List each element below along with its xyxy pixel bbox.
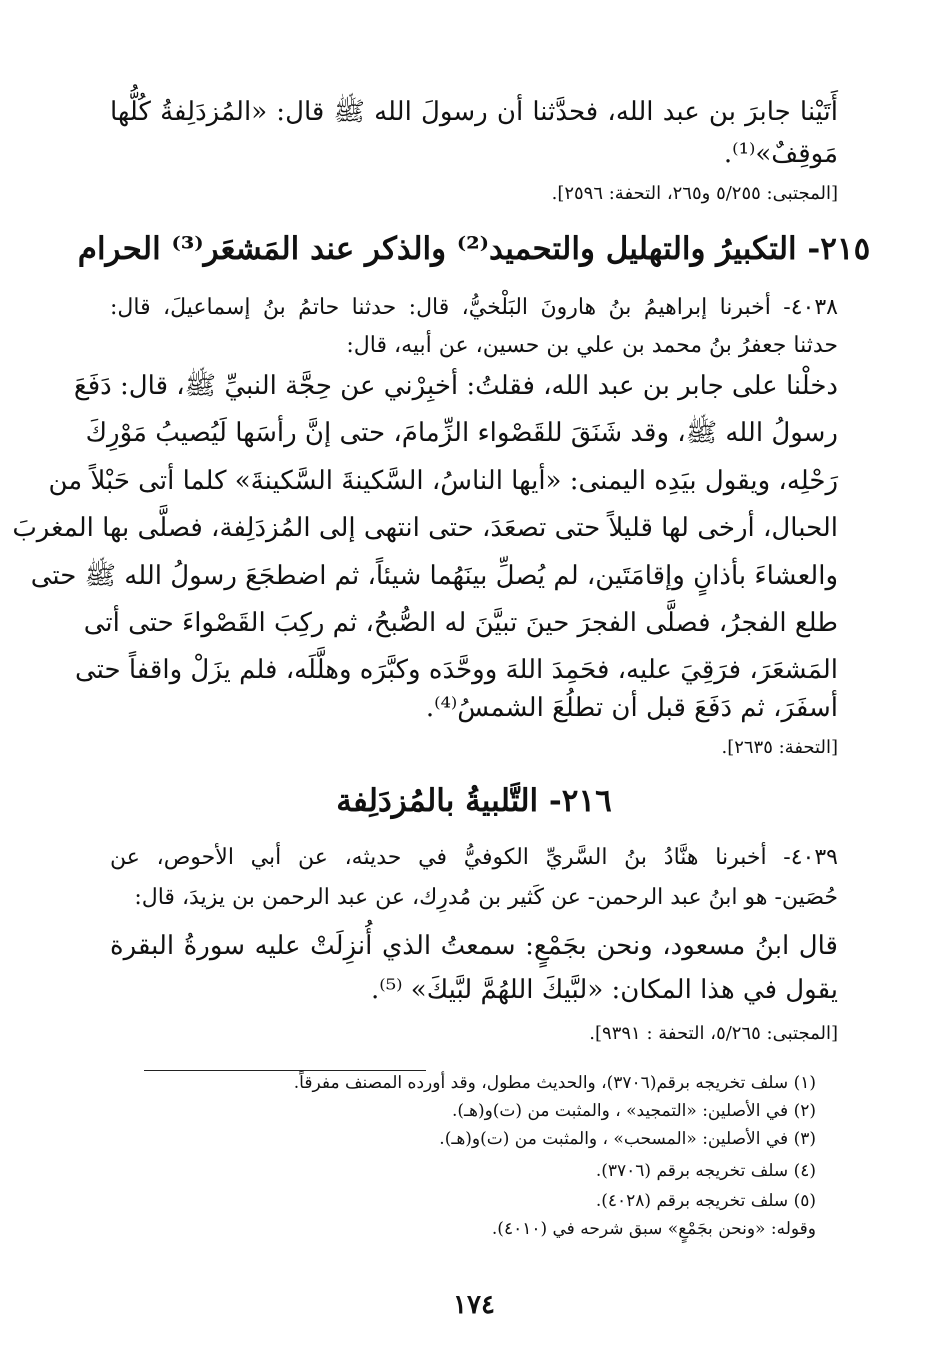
matn-line: طلع الفجرُ، فصلَّى الفجرَ حينَ تبيَّنَ له الصُّبحُ، ثم ركِبَ القَصْواءَ حتى أتى: [83, 608, 838, 638]
text-line: مَوقِفٌ»⁽¹⁾.: [723, 139, 838, 169]
reference-note: [المجتبى: ٥/٢٥٥ و٢٦٥، التحفة: ٢٥٩٦].: [551, 183, 838, 204]
matn-line: دخلْنا على جابر بن عبد الله، فقلتُ: أخبِرْني عن حِجَّة النبيِّ ﷺ، قال: دَفَعَ: [73, 371, 838, 401]
footnote: (٣) في الأصلين: «المسحب» ، والمثبت من (ت)و(هـ).: [439, 1129, 816, 1149]
chapter-heading: ٢١٥- التكبيرُ والتهليل والتحميد⁽²⁾ والذكر عند المَشعَر⁽³⁾ الحرام: [77, 231, 871, 267]
page-number: ١٧٤: [453, 1290, 495, 1320]
matn-line: المَشعَرَ، فرَقِيَ عليه، فحَمِدَ اللهَ ووحَّدَه وكبَّرَه وهلَّلَه، فلم يزَلْ واقفاً حتى: [74, 655, 838, 685]
isnad-line: حُصَين- هو ابنُ عبد الرحمن- عن كَثير بن مُدرِك، عن عبد الرحمن بن يزيدَ، قال:: [134, 885, 838, 910]
matn-line: قال ابنُ مسعود، ونحن بجَمْعٍ: سمعتُ الذي أُنزِلَتْ عليه سورةُ البقرة: [110, 931, 838, 961]
isnad-line: حدثنا جعفرُ بنُ محمد بن علي بن حسين، عن أبيه، قال:: [346, 333, 838, 358]
reference-note: [التحفة: ٢٦٣٥].: [721, 737, 838, 758]
matn-line: والعشاءَ بأذانٍ وإقامَتَين، لم يُصلِّ بينَهُما شيئاً، ثم اضطجَعَ رسولُ الله ﷺ حتى: [30, 561, 838, 591]
matn-line: الحبال، أرخى لها قليلاً حتى تصعَدَ، حتى انتهى إلى المُزدَلِفة، فصلَّى بها المغربَ: [12, 513, 838, 543]
footnote: (٥) سلف تخريجه برقم (٤٠٢٨).: [595, 1191, 816, 1211]
matn-line: رسولُ الله ﷺ، وقد شَنَقَ للقَصْواء الزِّمامَ، حتى إنَّ رأسَها لَيُصيبُ مَوْرِكَ: [85, 418, 838, 448]
reference-note: [المجتبى: ٥/٢٦٥، التحفة : ٩٣٩١].: [589, 1023, 838, 1044]
isnad-line: ٤٠٣٨- أخبرنا إبراهيمُ بنُ هارونَ البَلْخيُّ، قال: حدثنا حاتمُ بنُ إسماعيلَ، قال:: [110, 295, 838, 320]
text-line: أَتَيْنا جابرَ بن عبد الله، فحدَّثنا أن رسولَ الله ﷺ قال: «المُزدَلِفةُ كُلُّها: [110, 97, 838, 127]
footnote: وقوله: «ونحن بجَمْعٍ» سبق شرحه في (٤٠١٠).: [491, 1219, 816, 1239]
footnote: (١) سلف تخريجه برقم(٣٧٠٦)، والحديث مطول، وقد أورده المصنف مفرقاً.: [293, 1073, 816, 1093]
chapter-heading: ٢١٦- التَّلبيةُ بالمُزدَلِفة: [336, 783, 612, 819]
footnote: (٤) سلف تخريجه برقم (٣٧٠٦).: [595, 1161, 816, 1181]
footnote: (٢) في الأصلين: «التمجيد» ، والمثبت من (ت)و(هـ).: [451, 1101, 816, 1121]
isnad-line: ٤٠٣٩- أخبرنا هنَّادُ بنُ السَّريِّ الكوفيُّ في حديثه، عن أبي الأحوص، عن: [110, 845, 838, 870]
matn-line: أسفَرَ، ثم دَفَعَ قبل أن تطلُعَ الشمسُ⁽⁴⁾.: [425, 693, 838, 723]
matn-line: رَحْلِه، ويقول بيَدِه اليمنى: «أيها الناسُ، السَّكينةَ السَّكينةَ» كلما أتى حَبْلاً من: [48, 466, 838, 496]
matn-line: يقول في هذا المكان: «لبَّيكَ اللهُمَّ لبَّيكَ» ⁽⁵⁾.: [371, 975, 838, 1005]
